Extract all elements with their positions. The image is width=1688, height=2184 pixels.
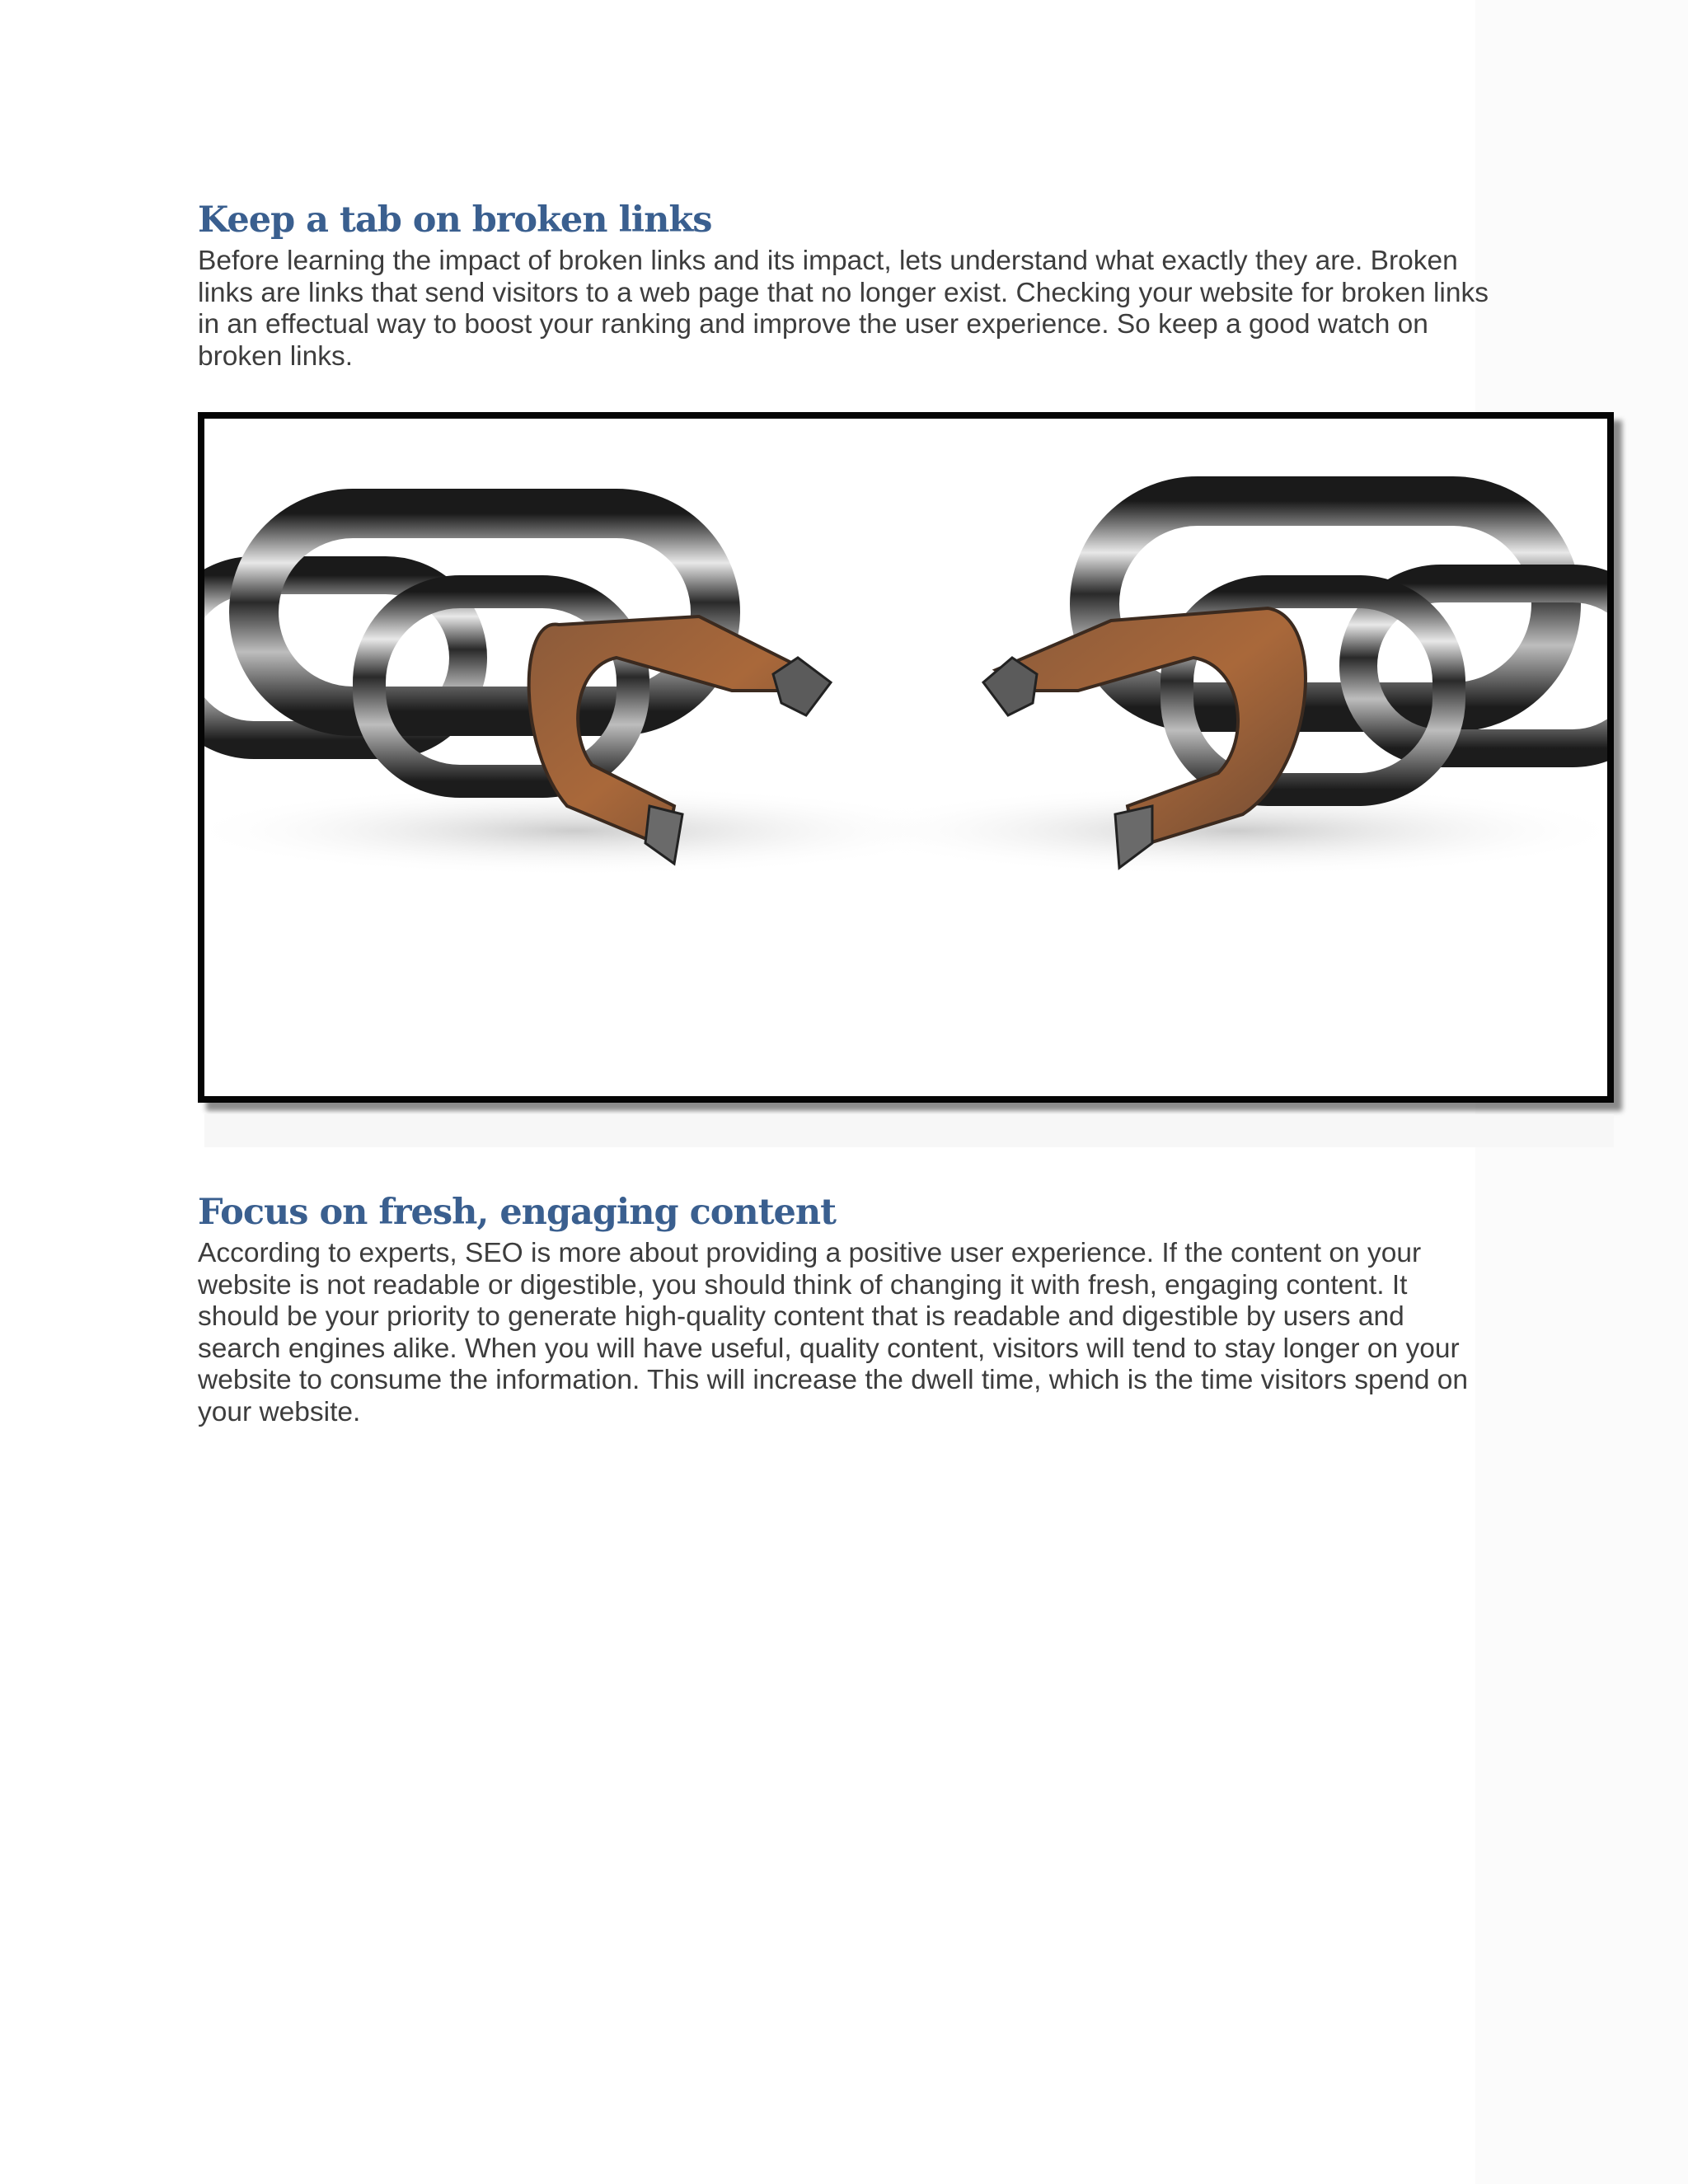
body-line: your website. bbox=[198, 1396, 361, 1427]
body-line: search engines alike. When you will have useful, quality content, visitors will tend to stay longer on your bbox=[198, 1333, 1460, 1364]
body-line: in an effectual way to boost your ranking and improve the user experience. So keep a good watch on bbox=[198, 309, 1428, 340]
body-line: should be your priority to generate high-quality content that is readable and digestible by users and bbox=[198, 1301, 1404, 1333]
body-line: broken links. bbox=[198, 340, 354, 372]
body-line: website to consume the information. This will increase the dwell time, which is the time visitors spend on bbox=[198, 1365, 1469, 1396]
section-heading: Keep a tab on broken links bbox=[198, 199, 712, 241]
section-broken-links bbox=[198, 196, 1533, 373]
body-line: links are links that send visitors to a web page that no longer exist. Checking your website for broken links bbox=[198, 277, 1489, 308]
broken-chain-image bbox=[204, 419, 1607, 1096]
broken-chain-figure bbox=[198, 412, 1614, 1103]
section-body bbox=[198, 246, 1533, 373]
body-line: According to experts, SEO is more about providing a positive user experience. If the content on your bbox=[198, 1238, 1422, 1268]
body-line: website is not readable or digestible, you should think of changing it with fresh, engaging content. It bbox=[198, 1269, 1408, 1301]
figure-bottom-shade bbox=[204, 1114, 1614, 1147]
section-heading: Focus on fresh, engaging content bbox=[198, 1192, 837, 1233]
section-fresh-content bbox=[198, 1188, 1533, 1429]
body-line: Before learning the impact of broken links and its impact, lets understand what exactly they are. Broken bbox=[198, 246, 1458, 276]
section-body bbox=[198, 1238, 1533, 1429]
